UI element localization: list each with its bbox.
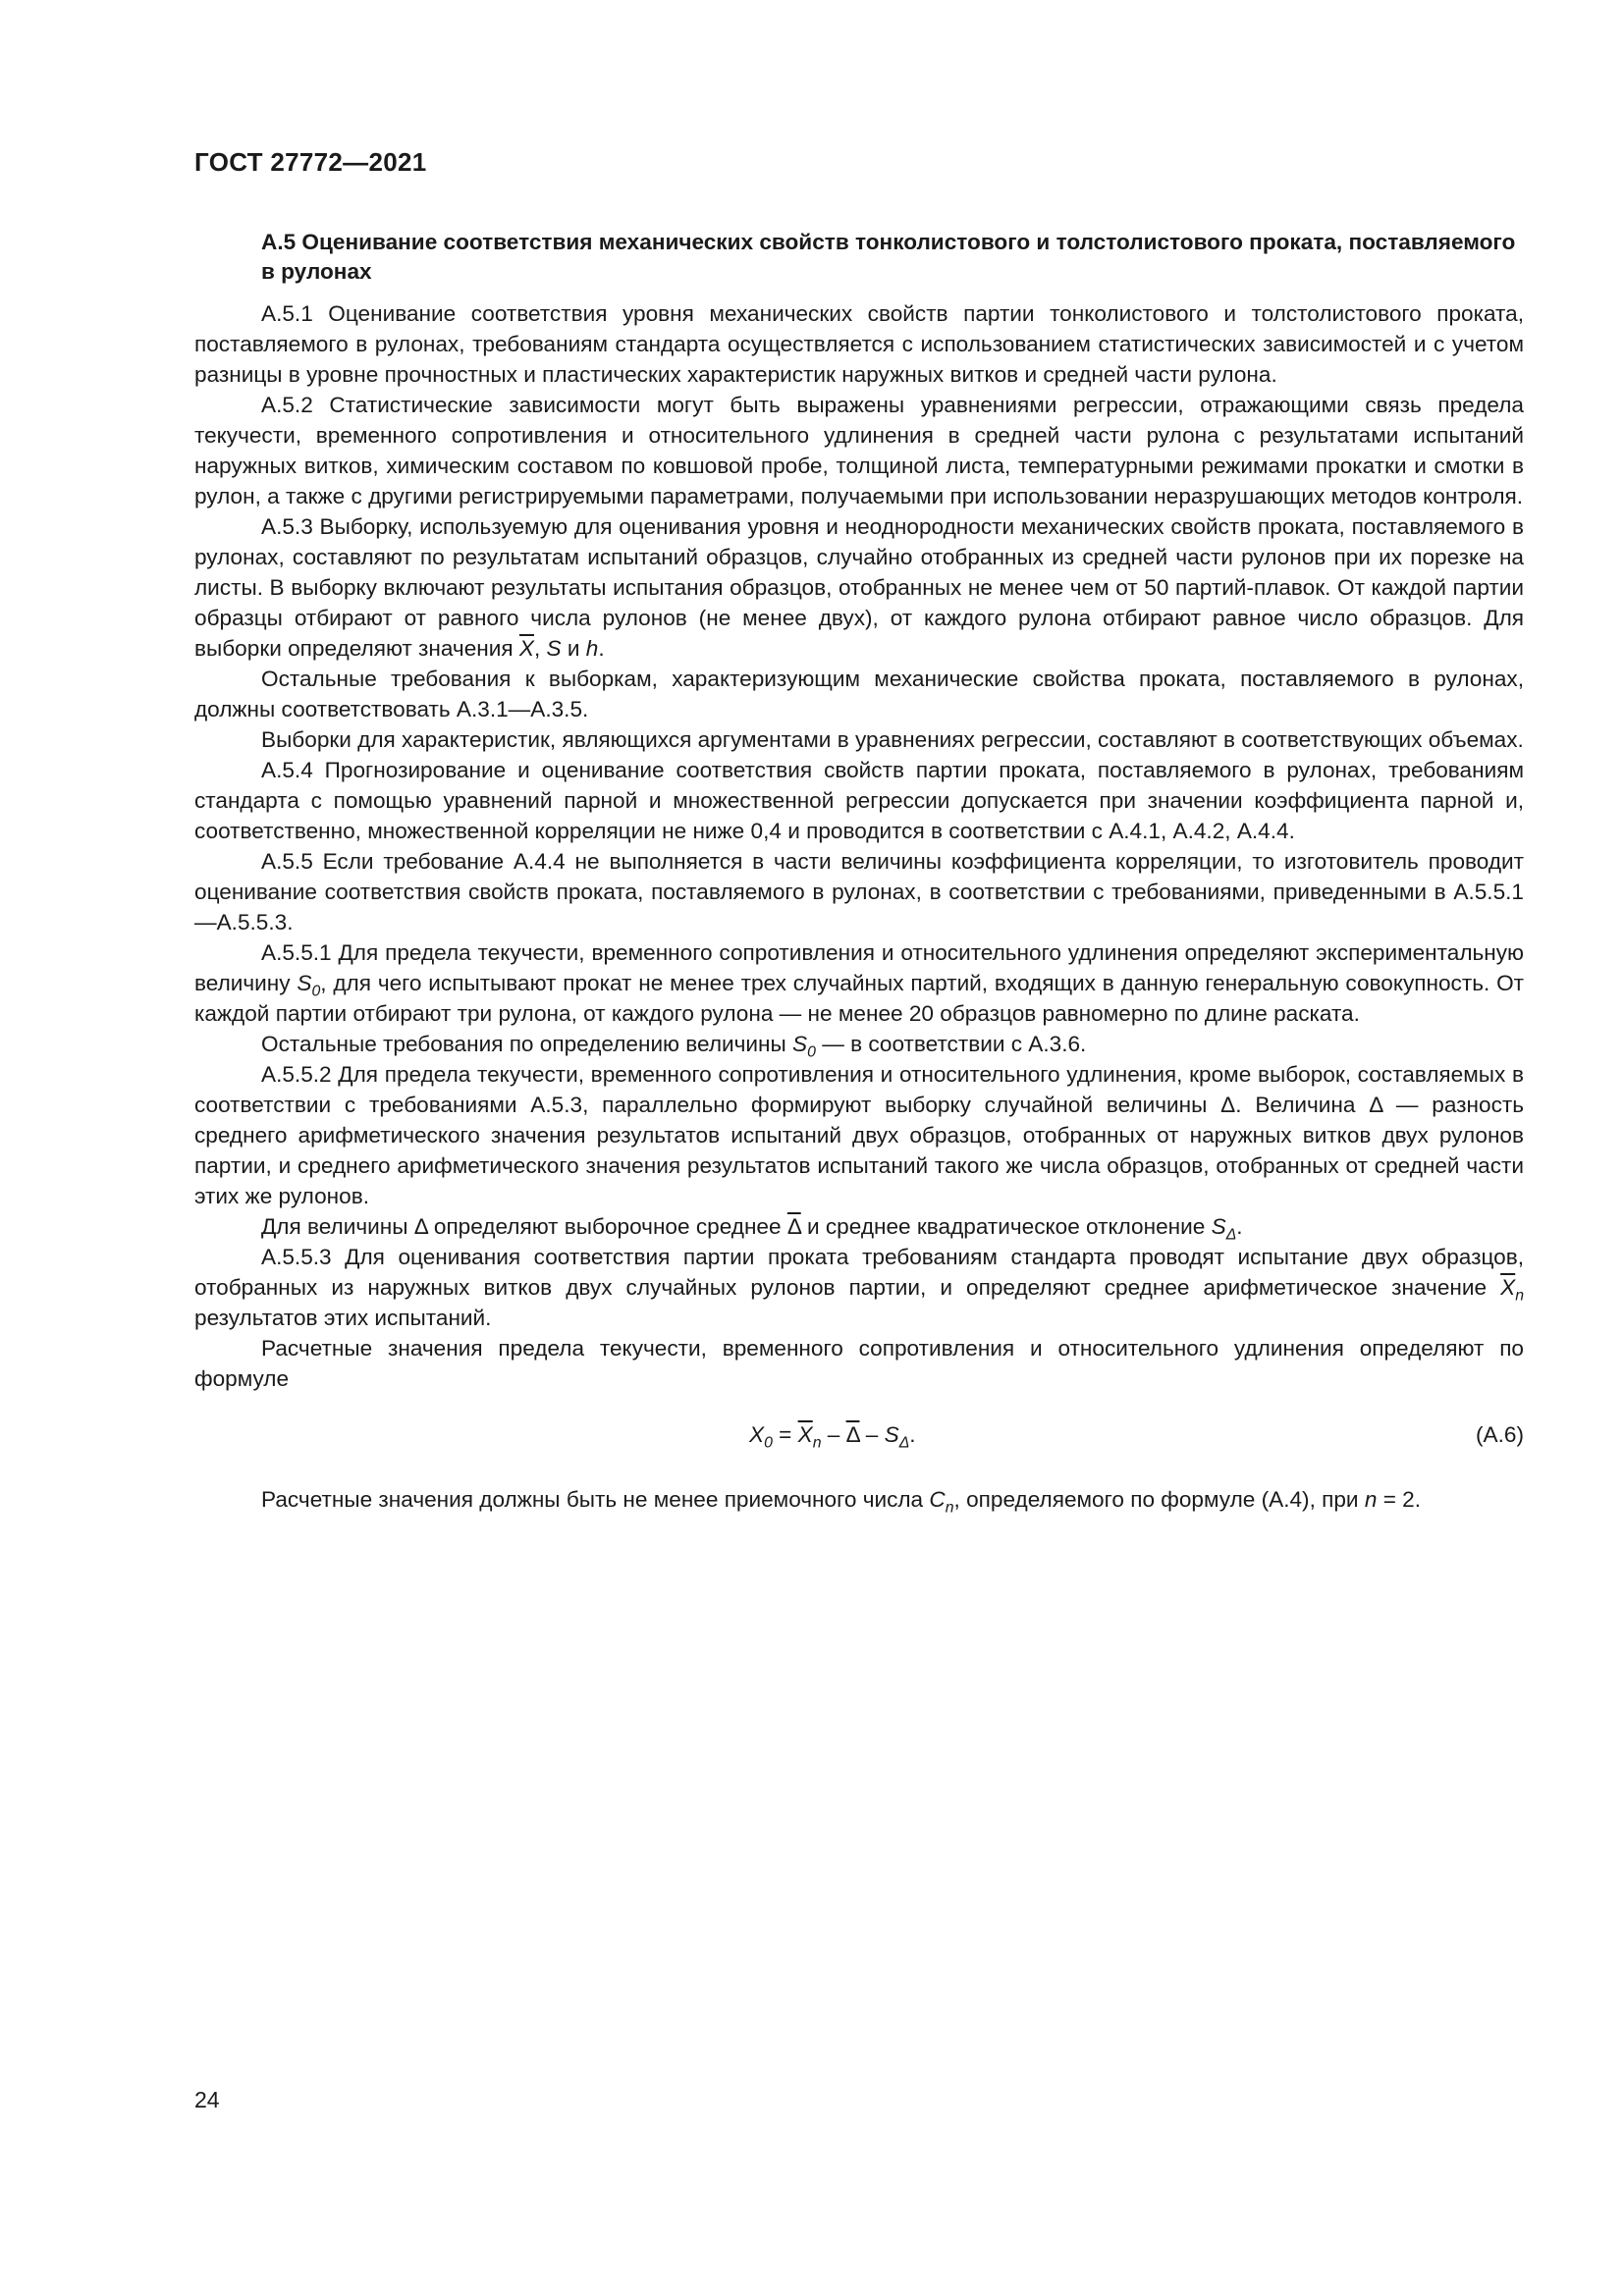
p12-text-a: А.5.5.3 Для оценивания соответствия партии проката требованиям стандарта проводят испытание двух образцов, отобранных из наружных витков двух случайных рулонов партии, и определяют среднее арифметическое значение xyxy=(194,1245,1524,1300)
paragraph-samples-requirements: Остальные требования к выборкам, характеризующим механические свойства проката, поставляемого в рулонах, должны соответствовать А.3.1—А.3.5. xyxy=(194,667,1524,721)
document-code: ГОСТ 27772—2021 xyxy=(194,147,427,177)
formula-expression: $X_0 = \overline{X}_n - \overline{\Delta} - S_\Delta$. xyxy=(749,1422,916,1452)
section-title: А.5 Оценивание соответствия механических свойств тонколистового и толстолистового проката, поставляемого в рулонах xyxy=(261,230,1516,284)
paragraph-a-5-4: А.5.4 Прогнозирование и оценивание соответствия свойств партии проката, поставляемого в рулонах, требованиям стандарта с помощью уравнений парной и множественной регрессии допускается при значении коэффициента парной и, соответственно, множественной корреляции не ниже 0,4 и проводится в соответствии с А.4.1, А.4.2, А.4.4. xyxy=(194,758,1524,843)
document-body xyxy=(194,228,1524,1515)
xn-bar-symbol: $\overline{X}_n$ xyxy=(1500,1275,1524,1305)
p3-and: и xyxy=(561,636,586,661)
paragraph-delta-stats xyxy=(194,1211,1524,1242)
p8-text-b: , для чего испытывают прокат не менее трех случайных партий, входящих в данную генеральную совокупность. От каждой партии отбирают три рулона, от каждого рулона — не менее 20 образцов равномерно по длине раската. xyxy=(194,971,1525,1026)
paragraph-acceptance-number xyxy=(194,1484,1524,1515)
p14-text-a: Расчетные значения должны быть не менее приемочного числа xyxy=(261,1487,924,1512)
paragraph-a-5-5: А.5.5 Если требование А.4.4 не выполняется в части величины коэффициента корреляции, то изготовитель проводит оценивание соответствия свойств проката, поставляемого в рулонах, в соответствии с требованиями, приведенными в А.5.5.1—А.5.5.3. xyxy=(194,849,1524,934)
s0-symbol: $S_0$ xyxy=(297,971,321,1000)
paragraph-s0-requirements xyxy=(194,1029,1524,1059)
delta-bar-symbol: $\overline{\Delta}$ xyxy=(786,1214,801,1239)
paragraph-a-5-1: А.5.1 Оценивание соответствия уровня механических свойств партии тонколистового и толстолистового проката, поставляемого в рулонах, требованиям стандарта осуществляется с использованием статистических зависимостей и с учетом разницы в уровне прочностных и пластических характеристик наружных витков и средней части рулона. xyxy=(194,301,1524,387)
paragraph-a-5-5-1 xyxy=(194,937,1524,1029)
formula-number: (А.6) xyxy=(1476,1422,1524,1447)
paragraph-a-5-2: А.5.2 Статистические зависимости могут быть выражены уравнениями регрессии, отражающими связь предела текучести, временного сопротивления и относительного удлинения в средней части рулона с результатами испытаний наружных витков, химическим составом по ковшовой пробе, толщиной листа, температурными режимами прокатки и смотки в рулон, а также с другими регистрируемыми параметрами, получаемыми при использовании неразрушающих методов контроля. xyxy=(194,393,1524,508)
s0-symbol: $S_0$ xyxy=(792,1032,816,1061)
s-symbol: S xyxy=(546,636,562,661)
p14-text-b: , определяемого по формуле (А.4), при xyxy=(953,1487,1359,1512)
p11-end: . xyxy=(1236,1214,1243,1239)
p3-sep: , xyxy=(533,636,547,661)
paragraph-calculated-values: Расчетные значения предела текучести, временного сопротивления и относительного удлинения определяют по формуле xyxy=(194,1336,1524,1391)
paragraph-regression-samples: Выборки для характеристик, являющихся аргументами в уравнениях регрессии, составляют в соответствующих объемах. xyxy=(261,727,1524,752)
paragraph-a-5-5-2: А.5.5.2 Для предела текучести, временного сопротивления и относительного удлинения, кроме выборок, составляемых в соответствии с требованиями А.5.3, параллельно формируют выборку случайной величины Δ. Величина Δ — разность среднего арифметического значения результатов испытаний двух образцов, отобранных от наружных витков двух рулонов партии, и среднего арифметического значения результатов испытаний такого же числа образцов, отобранных от средней части этих же рулонов. xyxy=(194,1062,1524,1208)
p11-text-b: и среднее квадратическое отклонение xyxy=(806,1214,1206,1239)
paragraph-a-5-3 xyxy=(194,511,1524,664)
page-number: 24 xyxy=(194,2087,220,2112)
p14-text-c: = 2. xyxy=(1382,1487,1422,1512)
n-symbol: n xyxy=(1364,1487,1378,1512)
p9-text-a: Остальные требования по определению величины xyxy=(261,1032,786,1056)
p3-end: . xyxy=(598,636,605,661)
paragraph-a-5-5-3 xyxy=(194,1242,1524,1333)
p8-text-a: А.5.5.1 Для предела текучести, временного сопротивления и относительного удлинения определяют экспериментальную величину xyxy=(194,940,1524,995)
cn-symbol: $C_n$ xyxy=(929,1487,954,1517)
p9-text-b: — в соответствии с А.3.6. xyxy=(822,1032,1087,1056)
formula-a-6 xyxy=(194,1408,1524,1467)
p3-text: А.5.3 Выборку, используемую для оценивания уровня и неоднородности механических свойств проката, поставляемого в рулонах, составляют по результатам испытаний образцов, случайно отобранных из средней части рулонов при их порезке на листы. В выборку включают результаты испытания образцов, отобранных не менее чем от 50 партий-плавок. От каждой партии образцы отбирают от равного числа рулонов (не менее двух), от каждого рулона отбирают равное число образцов. Для выборки определяют значения xyxy=(194,514,1524,661)
x-bar-symbol: $\overline{X}$ xyxy=(518,636,534,661)
p12-text-b: результатов этих испытаний. xyxy=(194,1306,492,1330)
s-delta-symbol: $S_\Delta$ xyxy=(1211,1214,1237,1244)
h-symbol: h xyxy=(585,636,599,661)
p11-text-a: Для величины Δ определяют выборочное среднее xyxy=(261,1214,782,1239)
